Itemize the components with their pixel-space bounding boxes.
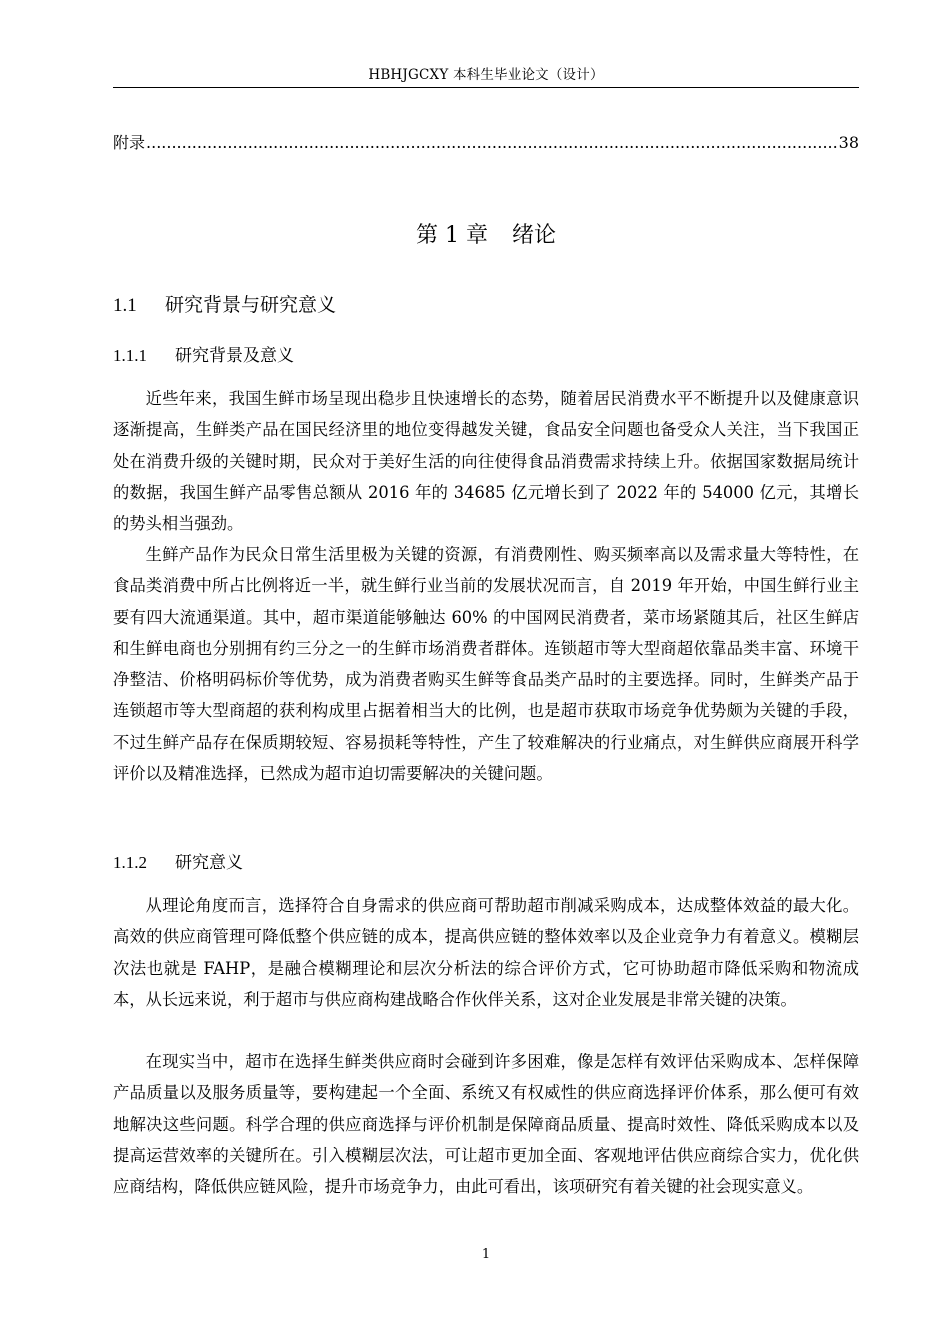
header-rule	[113, 87, 859, 88]
subsection-heading-1-1-1	[113, 344, 294, 368]
section-number: 1.1	[113, 295, 137, 316]
chapter-number: 第 1 章	[416, 223, 488, 248]
body-paragraph: 从理论角度而言，选择符合自身需求的供应商可帮助超市削减采购成本，达成整体效益的最大化。高效的供应商管理可降低整个供应链的成本，提高供应链的整体效率以及企业竞争力有着意义。模糊层次法也就是 FAHP，是融合模糊理论和层次分析法的综合评价方式，它可协助超市降低采购和物流成本，从长远来说，利于超市与供应商构建战略合作伙伴关系，这对企业发展是非常关键的决策。	[113, 896, 859, 1009]
chapter-heading	[113, 221, 859, 251]
body-paragraph: 在现实当中，超市在选择生鲜类供应商时会碰到许多困难，像是怎样有效评估采购成本、怎样保障产品质量以及服务质量等，要构建起一个全面、系统又有权威性的供应商选择评价体系，那么便可有效地解决这些问题。科学合理的供应商选择与评价机制是保障商品质量、提高时效性、降低采购成本以及提高运营效率的关键所在。引入模糊层次法，可让超市更加全面、客观地评估供应商综合实力，优化供应商结构，降低供应链风险，提升市场竞争力，由此可看出，该项研究有着关键的社会现实意义。	[113, 1052, 859, 1197]
toc-entry-appendix[interactable]	[113, 130, 859, 152]
section-title: 研究背景与研究意义	[165, 294, 337, 316]
subsection-number: 1.1.1	[113, 346, 147, 365]
body-paragraph: 生鲜产品作为民众日常生活里极为关键的资源，有消费刚性、购买频率高以及需求量大等特性，在食品类消费中所占比例将近一半，就生鲜行业当前的发展状况而言，自 2019 年开始，中国生鲜行业主要有四大流通渠道。其中，超市渠道能够触达 60% 的中国网民消费者，菜市场紧随其后，社区生鲜店和生鲜电商也分别拥有约三分之一的生鲜市场消费者群体。连锁超市等大型商超依靠品类丰富、环境干净整洁、价格明码标价等优势，成为消费者购买生鲜等食品类产品时的主要选择。同时，生鲜类产品于连锁超市等大型商超的获利构成里占据着相当大的比例，也是超市获取市场竞争优势颇为关键的手段，不过生鲜产品存在保质期较短、容易损耗等特性，产生了较难解决的行业痛点，对生鲜供应商展开科学评价以及精准选择，已然成为超市迫切需要解决的关键问题。	[113, 545, 859, 784]
subsection-heading-1-1-2	[113, 851, 243, 875]
toc-entry-page: 38	[838, 133, 859, 152]
section-heading-1-1	[113, 291, 336, 320]
subsection-title: 研究意义	[175, 853, 243, 873]
page-number: 1	[481, 1247, 491, 1262]
subsection-title: 研究背景及意义	[175, 346, 294, 366]
toc-leader-dots	[146, 133, 838, 152]
running-header: HBHJGCXY 本科生毕业论文（设计）	[368, 67, 604, 83]
body-paragraph: 近些年来，我国生鲜市场呈现出稳步且快速增长的态势，随着居民消费水平不断提升以及健康意识逐渐提高，生鲜类产品在国民经济里的地位变得越发关键，食品安全问题也备受众人关注，当下我国正处在消费升级的关键时期，民众对于美好生活的向往使得食品消费需求持续上升。依据国家数据局统计的数据，我国生鲜产品零售总额从 2016 年的 34685 亿元增长到了 2022 年的 54000 亿元，其增长的势头相当强劲。	[113, 389, 859, 534]
chapter-title: 绪论	[511, 223, 556, 248]
toc-entry-label: 附录	[113, 133, 146, 152]
subsection-number: 1.1.2	[113, 853, 147, 872]
